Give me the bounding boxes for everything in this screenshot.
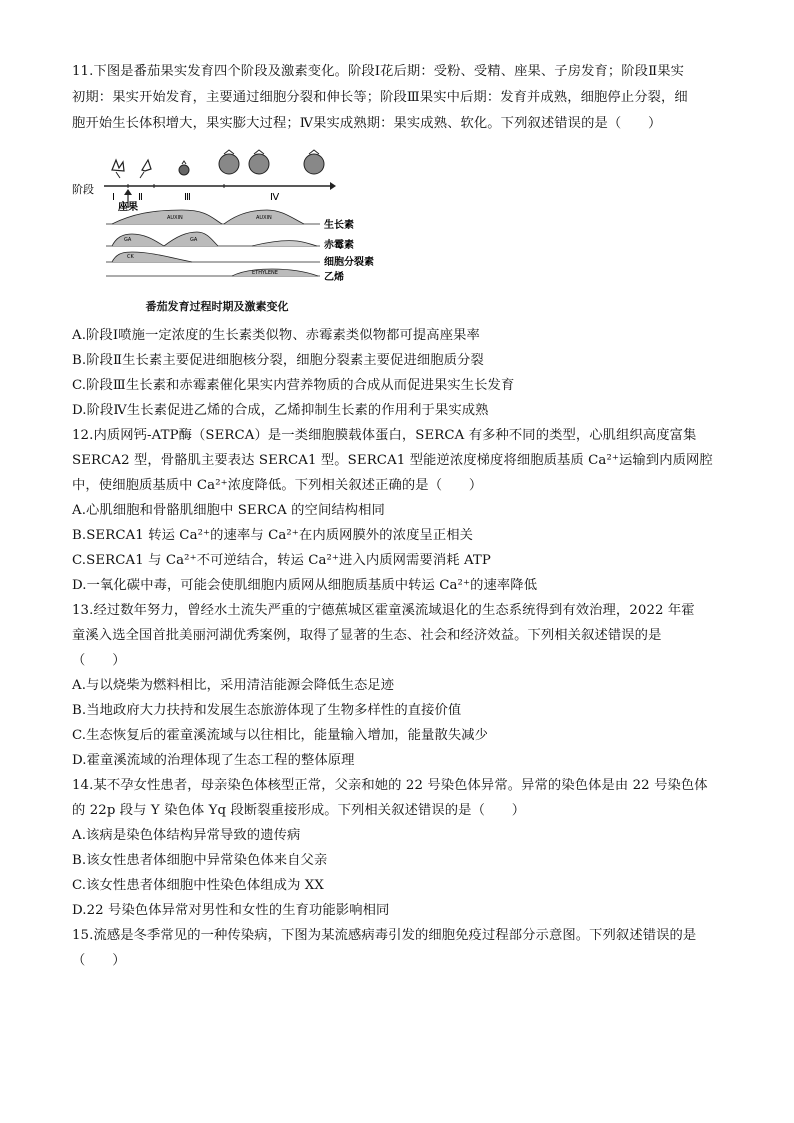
q12-option-d: D.一氧化碳中毒，可能会使肌细胞内质网从细胞质基质中转运 Ca²⁺的速率降低 — [72, 578, 538, 593]
figure-caption: 番茄发育过程时期及激素变化 — [145, 300, 289, 313]
tomato-icon — [304, 150, 324, 174]
small-fruit-icon — [179, 161, 189, 175]
q12-option-c: C.SERCA1 与 Ca²⁺不可逆结合，转运 Ca²⁺进入内质网需要消耗 ATP — [72, 553, 491, 568]
q12-stem-line: 中，使细胞质基质中 Ca²⁺浓度降低。下列相关叙述正确的是（ ） — [72, 478, 483, 493]
stage-label: Ⅲ — [184, 192, 191, 203]
q13-option-a: A.与以烧柴为燃料相比，采用清洁能源会降低生态足迹 — [72, 678, 395, 693]
flower-icon — [112, 160, 124, 178]
curve-label: AUXIN — [167, 215, 183, 221]
q13-stem-line: 13.经过数年努力，曾经水土流失严重的宁德蕉城区霍童溪流域退化的生态系统得到有效治理，2022 年霍 — [72, 603, 695, 618]
q14-option-d: D.22 号染色体异常对男性和女性的生育功能影响相同 — [72, 903, 390, 918]
q12-option-a: A.心肌细胞和骨骼肌细胞中 SERCA 的空间结构相同 — [72, 503, 385, 518]
q11-stem-line: 初期：果实开始发育，主要通过细胞分裂和伸长等；阶段Ⅲ果实中后期：发育并成熟，细胞停止分裂，细 — [72, 90, 688, 105]
q13-stem-line: 童溪入选全国首批美丽河湖优秀案例，取得了显著的生态、社会和经济效益。下列相关叙述错误的是 — [72, 628, 662, 643]
q14-option-b: B.该女性患者体细胞中异常染色体来自父亲 — [72, 853, 328, 868]
curve-label: CK — [127, 254, 134, 260]
q12-option-b: B.SERCA1 转运 Ca²⁺的速率与 Ca²⁺在内质网膜外的浓度呈正相关 — [72, 528, 474, 543]
hormone-label: 乙烯 — [324, 272, 344, 283]
q12-stem-line: SERCA2 型，骨骼肌主要表达 SERCA1 型。SERCA1 型能逆浓度梯度将细胞质基质 Ca²⁺运输到内质网腔 — [72, 453, 713, 468]
tomato-hormone-figure — [72, 148, 402, 318]
flower-icon — [140, 160, 151, 178]
q11-option-a: A.阶段Ⅰ喷施一定浓度的生长素类似物、赤霉素类似物都可提高座果率 — [72, 328, 480, 343]
stage-label: Ⅱ — [138, 192, 143, 203]
gibberellin-curve — [106, 232, 320, 246]
q11-stem-line: 胞开始生长体积增大，果实膨大过程；Ⅳ果实成熟期：果实成熟、软化。下列叙述错误的是（ ） — [72, 116, 662, 131]
auxin-curve — [106, 210, 320, 224]
q13-option-b: B.当地政府大力扶持和发展生态旅游体现了生物多样性的直接价值 — [72, 703, 462, 718]
q11-option-d: D.阶段Ⅳ生长素促进乙烯的合成，乙烯抑制生长素的作用利于果实成熟 — [72, 403, 489, 418]
curve-label: GA — [190, 237, 198, 243]
q14-stem-line: 14.某不孕女性患者，母亲染色体核型正常，父亲和她的 22 号染色体异常。异常的染色体是由 22 号染色体 — [72, 778, 708, 793]
q13-option-d: D.霍童溪流域的治理体现了生态工程的整体原理 — [72, 753, 355, 768]
hormone-label: 赤霉素 — [324, 240, 354, 251]
hormone-label: 生长素 — [324, 220, 354, 231]
curve-label: ETHYLENE — [252, 270, 278, 276]
q12-stem-line: 12.内质网钙-ATP酶（SERCA）是一类细胞膜载体蛋白，SERCA 有多种不同的类型，心肌组织高度富集 — [72, 428, 697, 443]
stage-label: Ⅰ — [112, 192, 115, 203]
q11-option-c: C.阶段Ⅲ生长素和赤霉素催化果实内营养物质的合成从而促进果实生长发育 — [72, 378, 515, 393]
fruit-set-label: 座果 — [118, 202, 138, 213]
q11-stem-line: 11.下图是番茄果实发育四个阶段及激素变化。阶段Ⅰ花后期：受粉、受精、座果、子房发育；阶段Ⅱ果实 — [72, 64, 685, 79]
curve-label: AUXIN — [256, 215, 272, 221]
ethylene-curve — [106, 269, 320, 276]
stage-axis-label: 阶段 — [72, 183, 94, 196]
tomato-icon — [219, 150, 239, 174]
q14-stem-line: 的 22p 段与 Y 染色体 Yq 段断裂重接形成。下列相关叙述错误的是（ ） — [72, 803, 526, 818]
cytokinin-curve — [106, 252, 320, 262]
q15-stem-line: 15.流感是冬季常见的一种传染病，下图为某流感病毒引发的细胞免疫过程部分示意图。下列叙述错误的是 — [72, 928, 697, 943]
q14-option-a: A.该病是染色体结构异常导致的遗传病 — [72, 828, 301, 843]
q15-stem-line: （ ） — [72, 953, 126, 968]
tomato-icon — [249, 150, 269, 174]
q13-stem-line: （ ） — [72, 653, 126, 668]
stage-label: Ⅳ — [270, 192, 280, 203]
curve-label: GA — [124, 237, 132, 243]
q13-option-c: C.生态恢复后的霍童溪流域与以往相比，能量输入增加，能量散失减少 — [72, 728, 489, 743]
q14-option-c: C.该女性患者体细胞中性染色体组成为 XX — [72, 878, 324, 893]
q11-option-b: B.阶段Ⅱ生长素主要促进细胞核分裂，细胞分裂素主要促进细胞质分裂 — [72, 353, 484, 368]
hormone-label: 细胞分裂素 — [324, 257, 374, 268]
